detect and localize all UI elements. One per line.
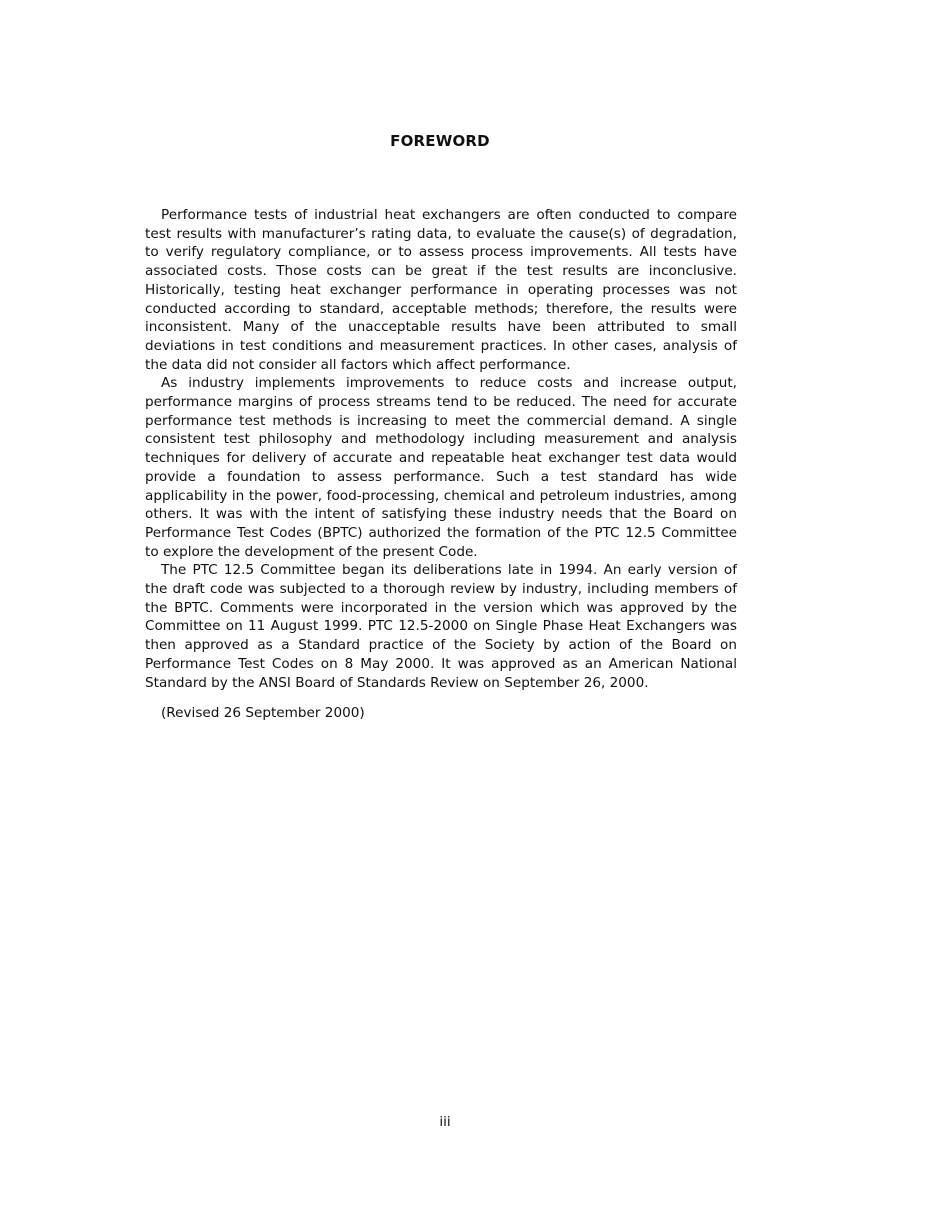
foreword-body (145, 206, 737, 723)
paragraph-committee-history: The PTC 12.5 Committee began its deliberations late in 1994. An early version of the draft code was subjected to a thorough review by industry, including members of the BPTC. Comments were incorporated in the version which was approved by the Committee on 11 August 1999. PTC 12.5-2000 on Single Phase Heat Exchangers was then approved as a Standard practice of the Society by action of the Board on Performance Test Codes on 8 May 2000. It was approved as an American National Standard by the ANSI Board of Standards Review on September 26, 2000. (145, 562, 737, 691)
paragraph-performance-tests: Performance tests of industrial heat exchangers are often conducted to compare test results with manufacturer’s rating data, to evaluate the cause(s) of degradation, to verify regulatory compliance, or to assess process improvements. All tests have associated costs. Those costs can be great if the test results are inconclusive. Historically, testing heat exchanger performance in operating processes was not conducted according to standard, acceptable methods; therefore, the results were inconsistent. Many of the unacceptable results have been attributed to small deviations in test conditions and measurement practices. In other cases, analysis of the data did not consider all factors which affect performance. (145, 207, 737, 373)
page-number: iii (439, 1114, 451, 1130)
paragraph-industry-improvements: As industry implements improvements to reduce costs and increase output, performance margins of process streams tend to be reduced. The need for accurate performance test methods is increasing to meet the commercial demand. A single consistent test philosophy and methodology including measurement and analysis techniques for delivery of accurate and repeatable heat exchanger test data would provide a foundation to assess performance. Such a test standard has wide applicability in the power, food-processing, chemical and petroleum industries, among others. It was with the intent of satisfying these industry needs that the Board on Performance Test Codes (BPTC) authorized the formation of the PTC 12.5 Committee to explore the development of the present Code. (145, 375, 737, 560)
revision-note: (Revised 26 September 2000) (161, 705, 365, 722)
page-title: FOREWORD (390, 132, 490, 150)
